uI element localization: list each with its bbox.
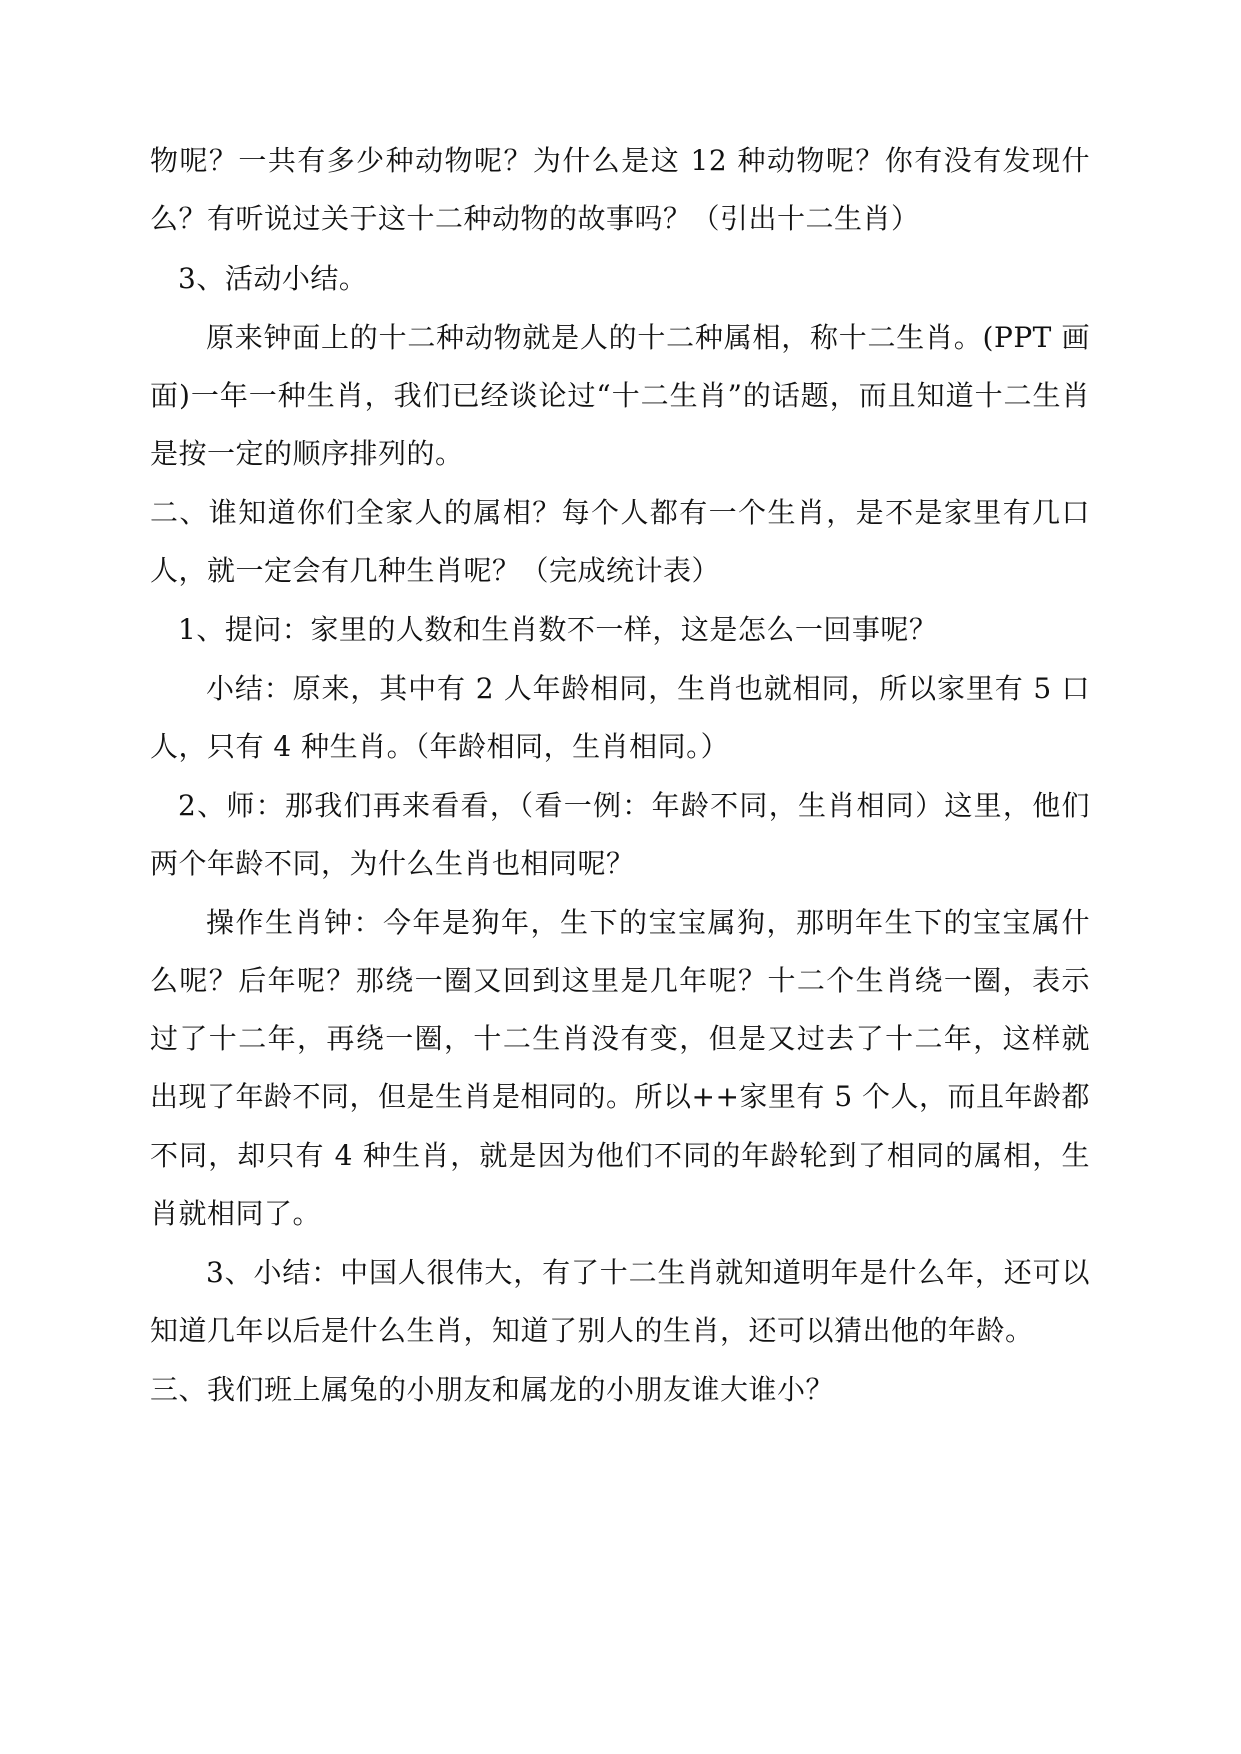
text-line: 么呢？后年呢？那绕一圈又回到这里是几年呢？十二个生肖绕一圈，表示 [150, 964, 1090, 997]
text-line: 3、小结：中国人很伟大，有了十二生肖就知道明年是什么年，还可以 [206, 1256, 1090, 1289]
text-line: 肖就相同了。 [150, 1197, 322, 1230]
text-line: 物呢？一共有多少种动物呢？为什么是这 12 种动物呢？你有没有发现什 [150, 144, 1090, 177]
text-line: 三、我们班上属兔的小朋友和属龙的小朋友谁大谁小？ [150, 1373, 835, 1406]
text-line: 不同，却只有 4 种生肖，就是因为他们不同的年龄轮到了相同的属相，生 [150, 1139, 1090, 1172]
text-line: 3、活动小结。 [178, 262, 368, 295]
text-line: 知道几年以后是什么生肖，知道了别人的生肖，还可以猜出他的年龄。 [150, 1314, 1034, 1347]
text-line: 是按一定的顺序排列的。 [150, 437, 464, 470]
text-line: 过了十二年，再绕一圈，十二生肖没有变，但是又过去了十二年，这样就 [150, 1022, 1090, 1055]
text-line: 么？有听说过关于这十二种动物的故事吗？（引出十二生肖） [150, 202, 920, 235]
text-line: 操作生肖钟：今年是狗年，生下的宝宝属狗，那明年生下的宝宝属什 [206, 906, 1090, 939]
text-line: 二、谁知道你们全家人的属相？每个人都有一个生肖，是不是家里有几口 [150, 496, 1090, 529]
text-line: 两个年龄不同，为什么生肖也相同呢？ [150, 847, 635, 880]
text-line: 人，只有 4 种生肖。（年龄相同，生肖相同。） [150, 730, 730, 763]
text-line: 人，就一定会有几种生肖呢？（完成统计表） [150, 554, 721, 587]
text-line: 小结：原来，其中有 2 人年龄相同，生肖也就相同，所以家里有 5 口 [206, 672, 1090, 705]
text-line: 2、师：那我们再来看看，（看一例：年龄不同，生肖相同）这里，他们 [178, 789, 1090, 822]
text-line: 1、提问：家里的人数和生肖数不一样，这是怎么一回事呢？ [178, 613, 938, 646]
text-line: 面)一年一种生肖，我们已经谈论过“十二生肖”的话题，而且知道十二生肖 [150, 379, 1090, 412]
text-line: 出现了年龄不同，但是生肖是相同的。所以++家里有 5 个人，而且年龄都 [150, 1080, 1090, 1113]
text-line: 原来钟面上的十二种动物就是人的十二种属相，称十二生肖。(PPT 画 [206, 321, 1090, 354]
